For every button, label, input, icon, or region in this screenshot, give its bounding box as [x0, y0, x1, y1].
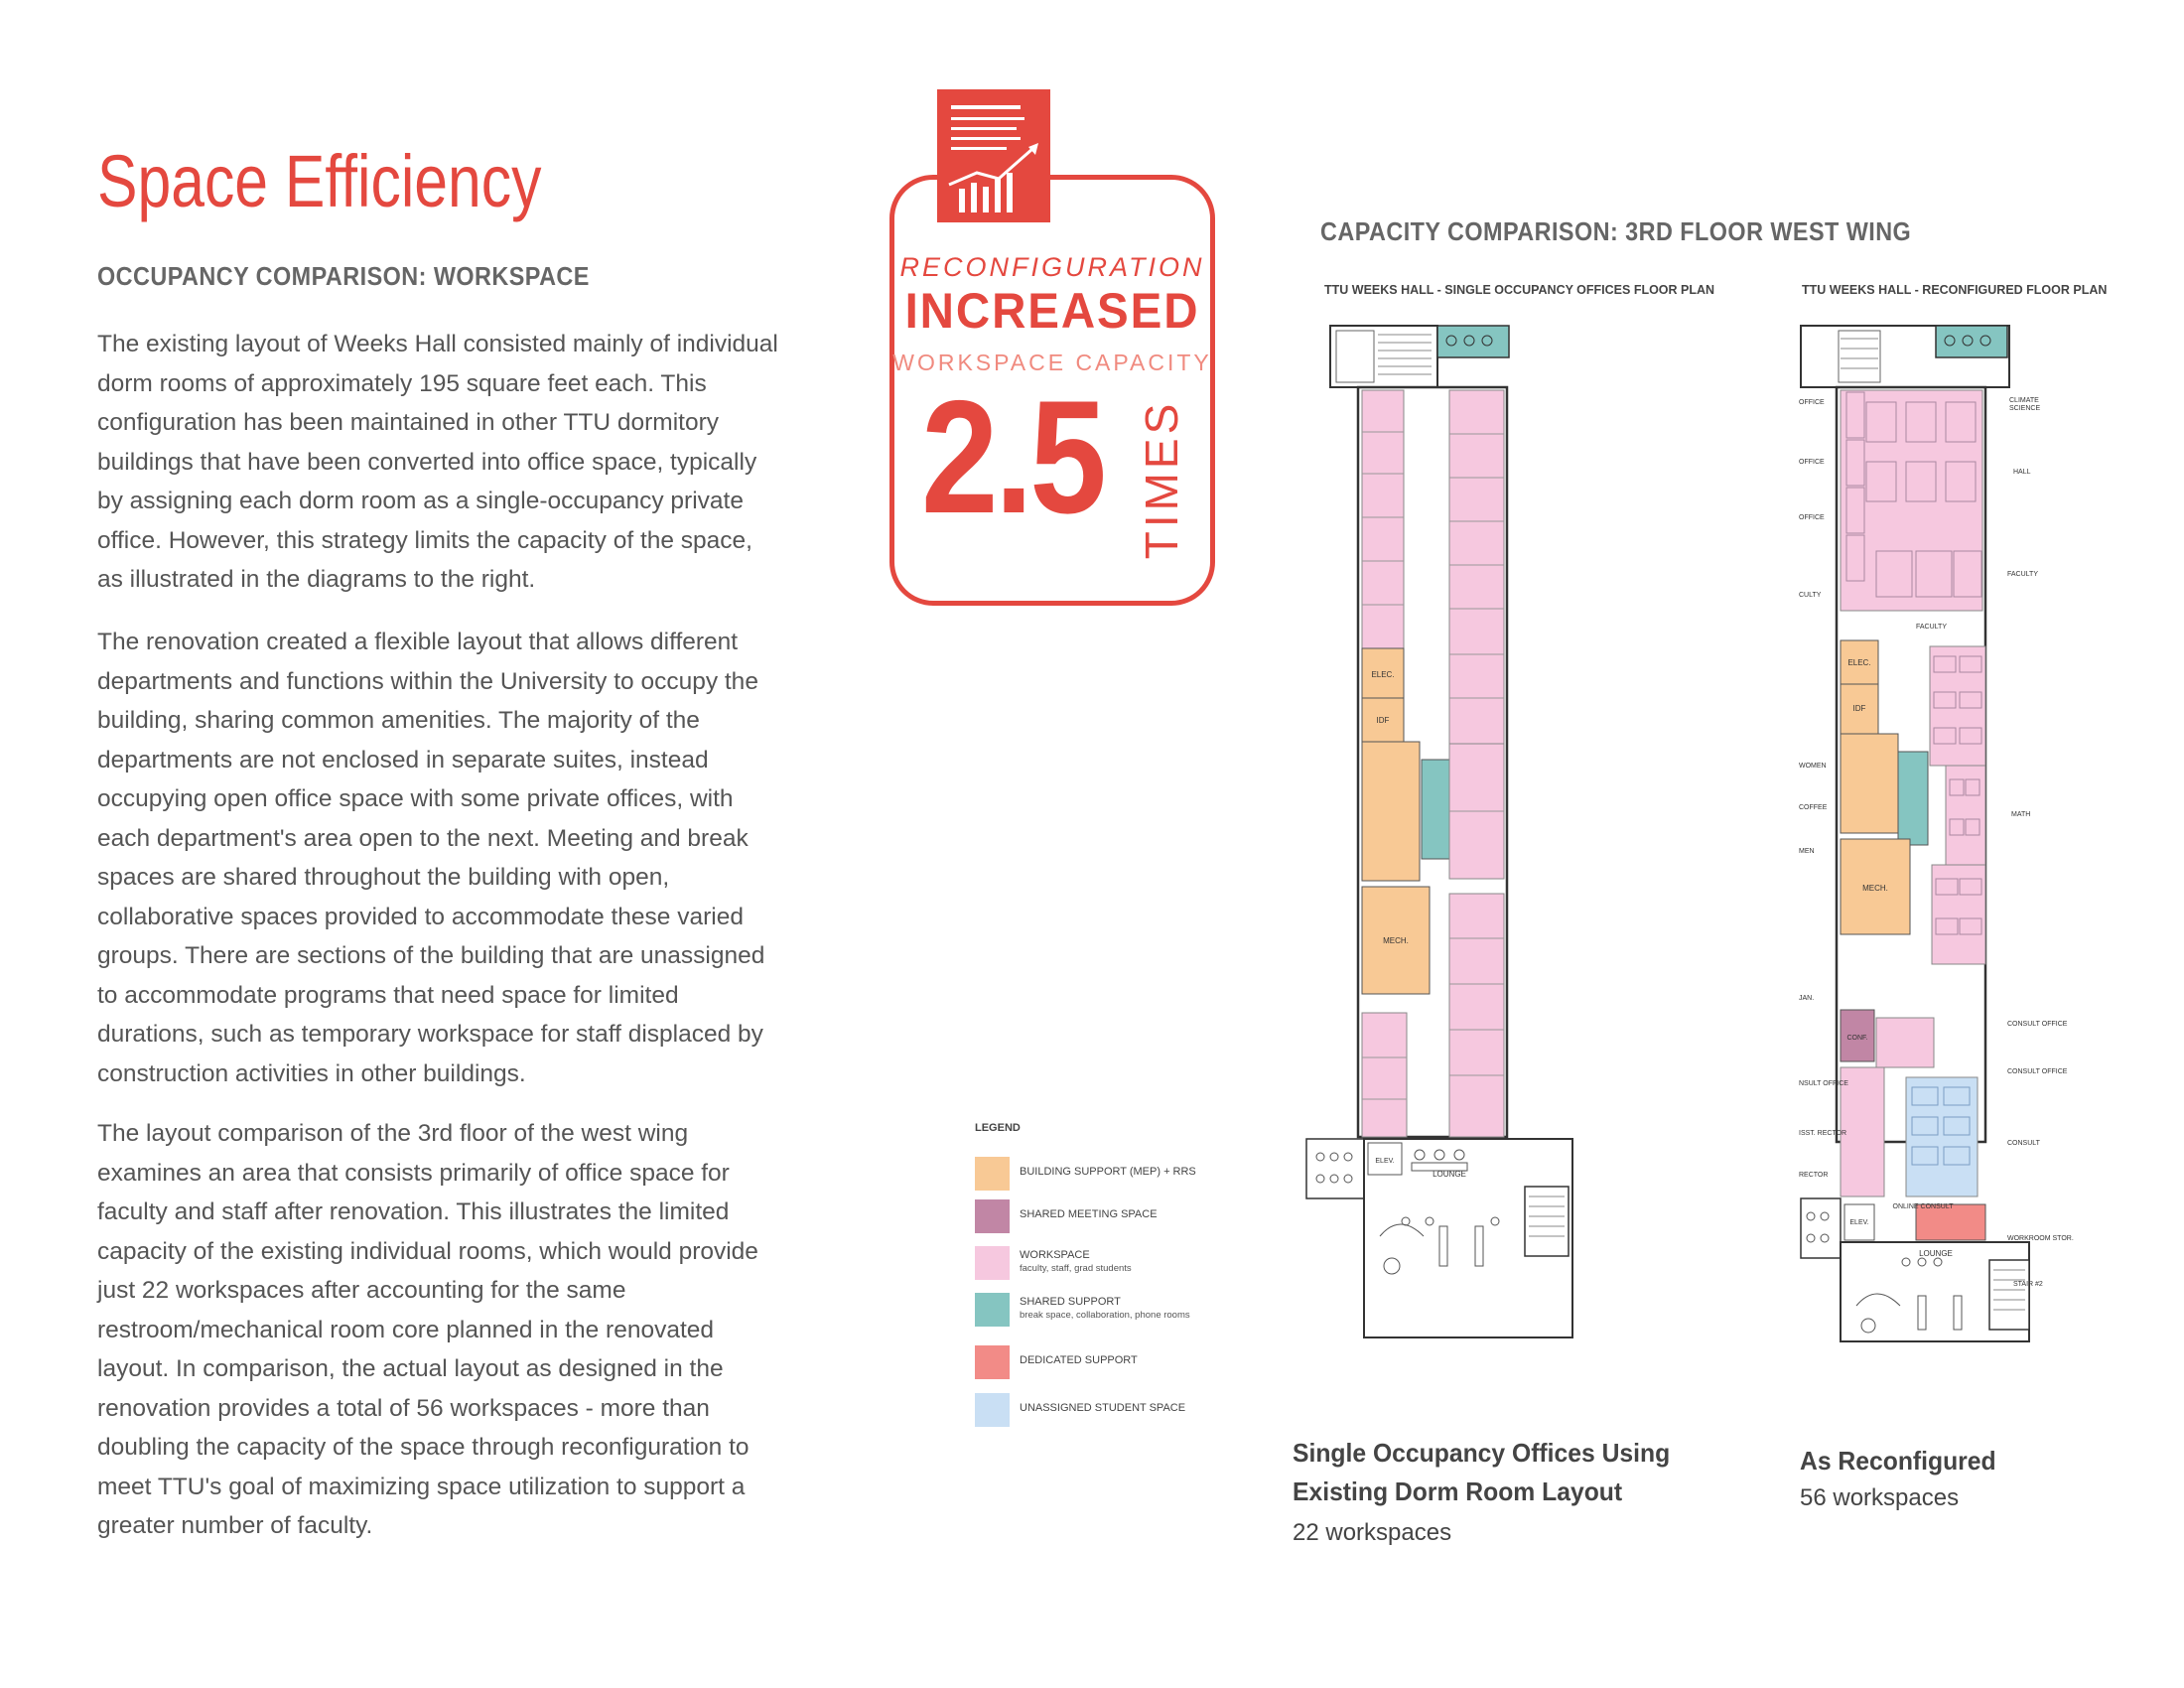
legend-item — [975, 1345, 1273, 1381]
plan1-workspace-count: 22 workspaces — [1293, 1519, 1452, 1546]
plan1-caption — [1293, 1434, 1670, 1511]
page-title: Space Efficiency — [97, 140, 542, 222]
legend-item — [975, 1246, 1273, 1282]
section-subtitle: OCCUPANCY COMPARISON: WORKSPACE — [97, 261, 590, 291]
plan2-caption: As Reconfigured — [1800, 1446, 1996, 1476]
legend-item — [975, 1293, 1273, 1329]
legend-label-text: WORKSPACE — [1020, 1249, 1090, 1261]
plan2-label-coffee: COFFEE — [1799, 804, 1828, 811]
body-paragraph: The layout comparison of the 3rd floor of the west wing examines an area that consists primarily of office space for faculty and staff after renovation. This illustrates the limited capacity of the existing individual rooms, which would provide just 22 workspaces after accounting for the same restroom/mechanical room core planned in the renovated layout. In comparison, the actual layout as designed in the renovation provides a total of 56 workspaces - more than doubling the capacity of the space through reconfiguration to meet TTU's goal of maximizing space utilization to support a greater number of faculty. — [97, 1120, 758, 1539]
legend-label-text: UNASSIGNED STUDENT SPACE — [1020, 1402, 1186, 1414]
plan2-room-lounge: LOUNGE — [1919, 1249, 1953, 1258]
plan2-label-culty: CULTY — [1799, 592, 1822, 599]
plan2-label-isst-rector: ISST. RECTOR — [1799, 1130, 1847, 1137]
plan1-label: TTU WEEKS HALL - SINGLE OCCUPANCY OFFICES FLOOR PLAN — [1324, 283, 1715, 297]
plan2-room-elev: ELEV. — [1849, 1219, 1869, 1226]
body-paragraph: The renovation created a flexible layout that allows different departments and functions within the University to occupy the building, sharing common amenities. The majority of the departments are not enclosed in separate suites, instead occupying open office space with some private offices, with each department's area open to the next. Meeting and break spaces are shared throughout the building with open, collaborative spaces provided to accommodate these varied groups. There are sections of the building that are unassigned to accommodate programs that need space for limited durations, such as temporary workspace for staff displaced by construction activities in other buildings. — [97, 629, 765, 1087]
legend-swatch — [975, 1246, 1010, 1280]
plan2-label-workroom: WORKROOM STOR. — [2007, 1235, 2074, 1242]
badge-line-reconfiguration: RECONFIGURATION — [899, 252, 1205, 282]
plan2-label-office2: OFFICE — [1799, 459, 1825, 466]
plan1-room-elev: ELEV. — [1375, 1158, 1395, 1165]
plan2-label-consult-office-2: CONSULT OFFICE — [2007, 1068, 2068, 1075]
plan1-room-elec: ELEC. — [1371, 670, 1395, 679]
legend-title: LEGEND — [975, 1122, 1021, 1134]
plan2-room-mech: MECH. — [1862, 884, 1888, 893]
plan2-label-office1: OFFICE — [1799, 399, 1825, 406]
plan2-label-math: MATH — [2011, 811, 2031, 818]
legend-label — [1020, 1402, 1185, 1415]
legend-label-text: SHARED MEETING SPACE — [1020, 1208, 1158, 1220]
badge-line-workspace-capacity: WORKSPACE CAPACITY — [892, 350, 1212, 375]
badge-unit: TIMES — [1136, 399, 1187, 560]
legend-swatch — [975, 1293, 1010, 1327]
plan2-label-nsult-office: NSULT OFFICE — [1799, 1080, 1848, 1087]
plan2-label-faculty2: FACULTY — [1916, 624, 1947, 631]
legend-swatch — [975, 1345, 1010, 1379]
plan1-caption-line2: Existing Dorm Room Layout — [1293, 1477, 1623, 1506]
plan2-label: TTU WEEKS HALL - RECONFIGURED FLOOR PLAN — [1802, 283, 2108, 297]
plan2-label-stair: STAIR #2 — [2013, 1281, 2043, 1288]
comparison-title: CAPACITY COMPARISON: 3RD FLOOR WEST WING — [1320, 216, 1912, 246]
legend-item — [975, 1393, 1273, 1429]
legend-swatch — [975, 1157, 1010, 1191]
plan1-room-mech: MECH. — [1383, 936, 1409, 945]
legend-label — [1020, 1166, 1196, 1179]
legend-label-text: DEDICATED SUPPORT — [1020, 1354, 1138, 1366]
legend-label-text: BUILDING SUPPORT (MEP) + RRS — [1020, 1166, 1196, 1178]
floor-plan-reconfigured — [1797, 323, 2134, 1420]
legend-item — [975, 1199, 1273, 1235]
legend-sublabel: faculty, staff, grad students — [1020, 1263, 1132, 1274]
plan2-label-women: WOMEN — [1799, 763, 1827, 770]
legend-sublabel: break space, collaboration, phone rooms — [1020, 1310, 1190, 1321]
plan1-room-idf: IDF — [1376, 716, 1390, 725]
plan2-room-conf: CONF. — [1846, 1035, 1868, 1042]
legend-swatch — [975, 1199, 1010, 1233]
plan2-room-elec: ELEC. — [1847, 658, 1871, 667]
legend-swatch — [975, 1393, 1010, 1427]
plan2-room-idf: IDF — [1852, 704, 1866, 713]
plan2-label-office3: OFFICE — [1799, 514, 1825, 521]
legend-label — [1020, 1296, 1190, 1322]
badge-multiplier: 2.5 — [921, 367, 1104, 547]
plan2-label-faculty: FACULTY — [2007, 571, 2038, 578]
body-paragraph: The existing layout of Weeks Hall consisted mainly of individual dorm rooms of approximately 195 square feet each. This configuration has been maintained in other TTU dormitory buildings that have been converted into office space, typically by assigning each dorm room as a single-occupancy private office. However, this strategy limits the capacity of the space, as illustrated in the diagrams to the right. — [97, 331, 778, 593]
plan2-label-consult: CONSULT — [2007, 1140, 2040, 1147]
badge-line-increased: INCREASED — [904, 283, 1200, 339]
plan2-workspace-count: 56 workspaces — [1800, 1484, 1960, 1511]
legend-label — [1020, 1208, 1158, 1221]
plan1-room-lounge: LOUNGE — [1433, 1170, 1466, 1179]
plan2-room-online-consult: ONLINE CONSULT — [1892, 1203, 1954, 1210]
plan2-label-men: MEN — [1799, 848, 1815, 855]
plan2-label-science: SCIENCE — [2009, 405, 2041, 412]
report-chart-icon — [937, 89, 1050, 222]
plan2-label-hall: HALL — [2013, 469, 2031, 476]
legend-label-text: SHARED SUPPORT — [1020, 1296, 1121, 1308]
plan2-label-jan: JAN. — [1799, 995, 1815, 1002]
legend-item — [975, 1157, 1273, 1193]
plan2-label-rector: RECTOR — [1799, 1172, 1829, 1179]
plan1-caption-line1: Single Occupancy Offices Using — [1293, 1438, 1671, 1468]
floor-plan-single-occupancy — [1300, 323, 1638, 1420]
legend-label — [1020, 1249, 1132, 1275]
plan2-label-consult-office-1: CONSULT OFFICE — [2007, 1021, 2068, 1028]
legend-label — [1020, 1354, 1138, 1367]
plan2-label-climate: CLIMATE — [2009, 397, 2039, 404]
